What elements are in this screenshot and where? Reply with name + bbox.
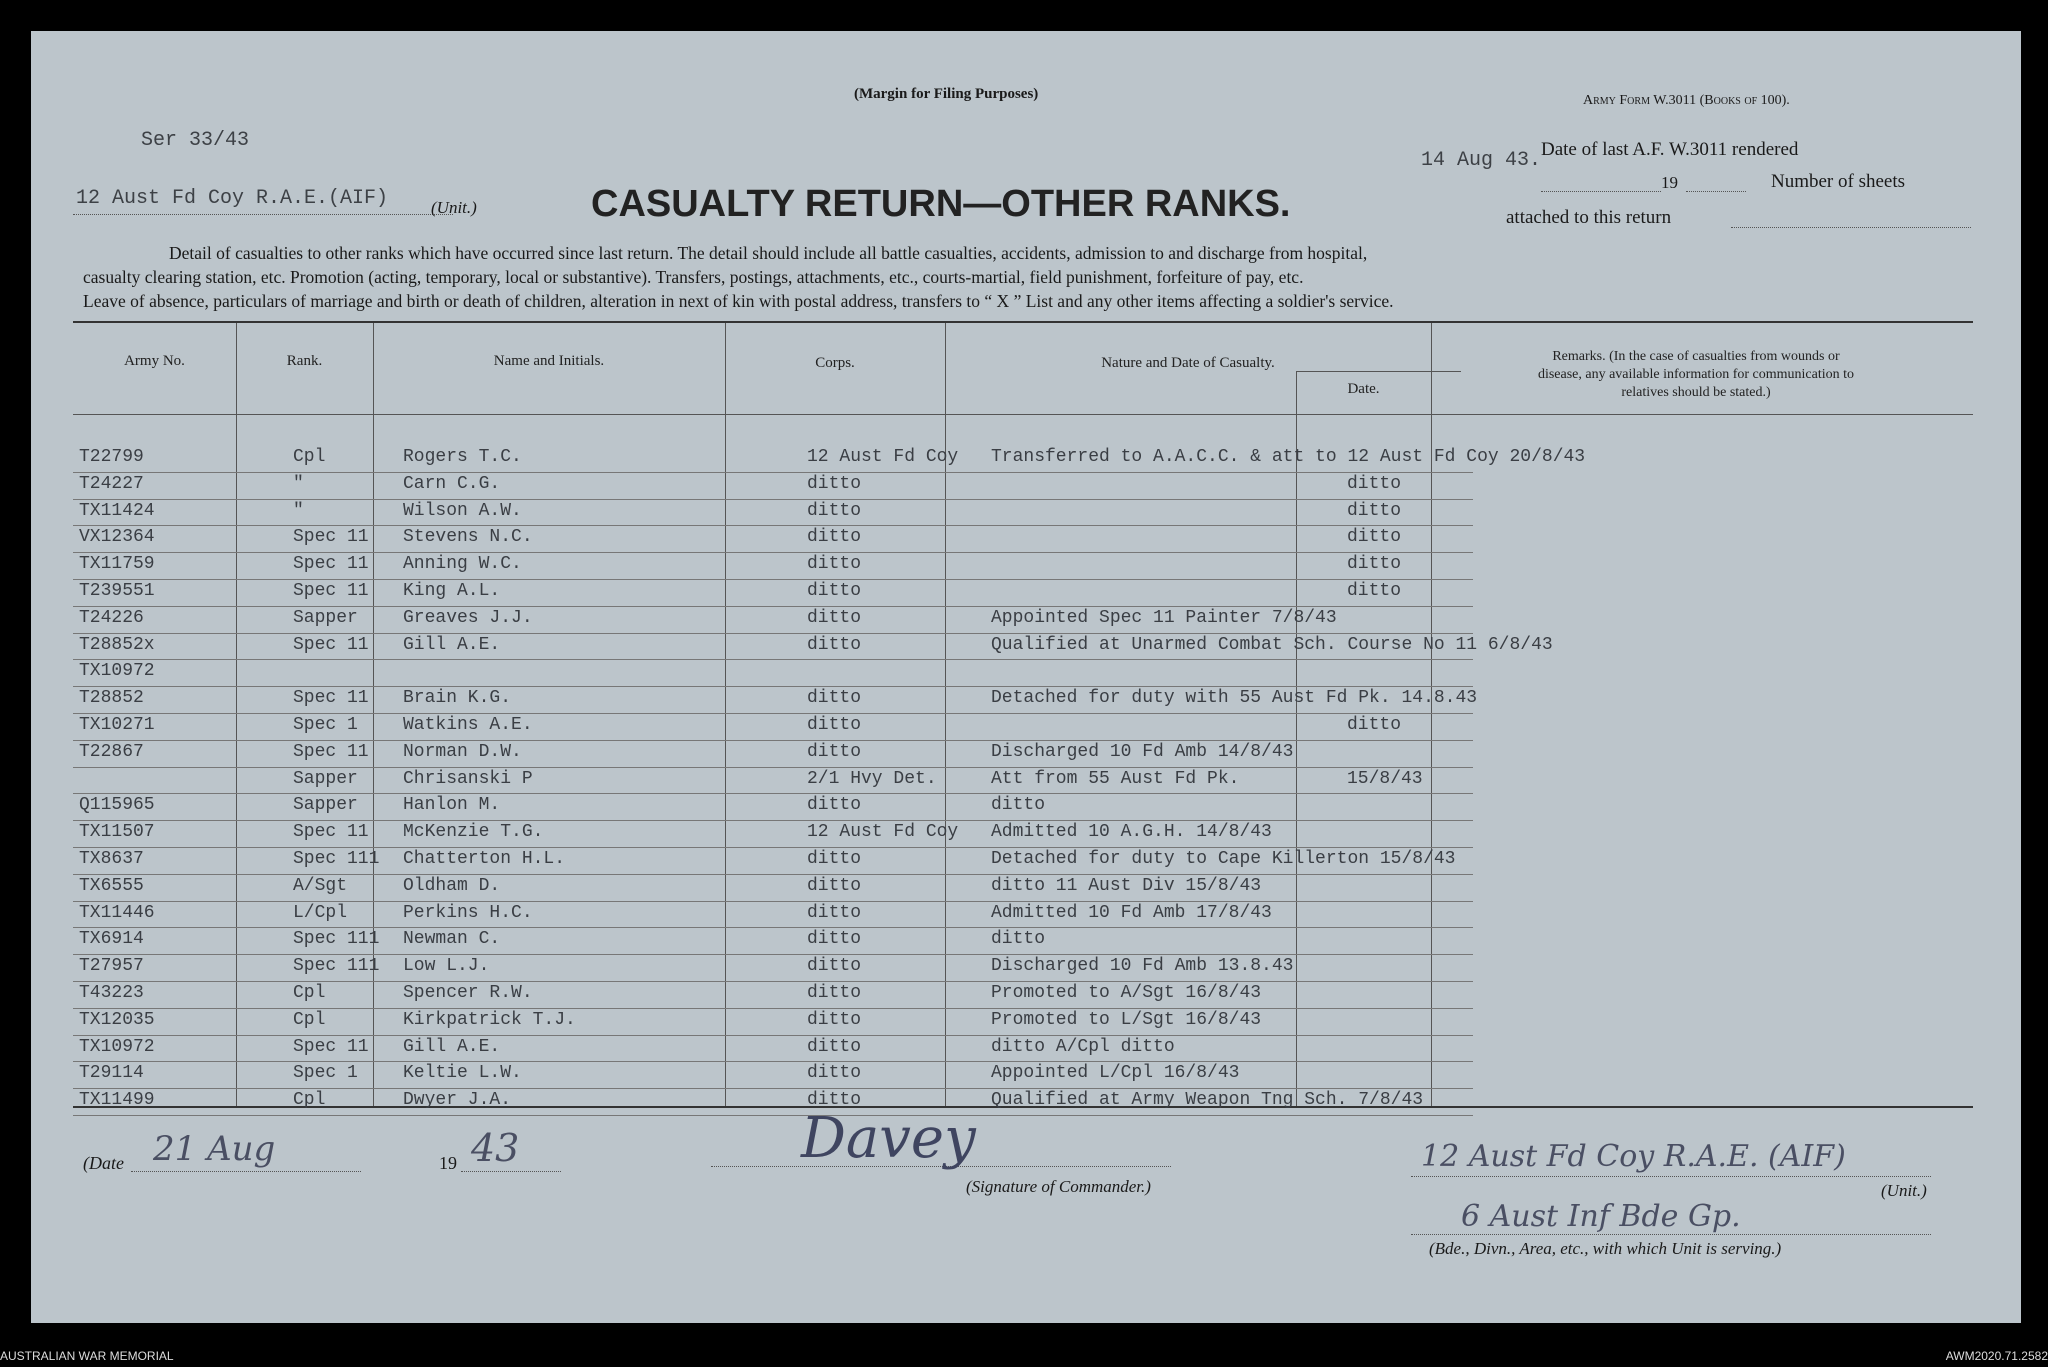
- cell-name: Watkins A.E.: [403, 715, 533, 735]
- cell-army-no: T22799: [79, 447, 144, 467]
- cell-corps: ditto: [807, 1090, 862, 1111]
- cell-rank: Spec 111: [293, 849, 380, 869]
- footer-year-value: 43: [471, 1126, 520, 1170]
- commander-signature: Davey: [801, 1106, 976, 1171]
- cell-corps: ditto: [807, 929, 862, 950]
- cell-army-no: TX8637: [79, 849, 144, 869]
- cell-army-no: TX11759: [79, 554, 155, 575]
- footer-unit-label: (Unit.): [1881, 1181, 1927, 1200]
- cell-army-no: TX11424: [79, 500, 155, 521]
- detail-instructions-line2: casualty clearing station, etc. Promotion (acting, temporary, local or substantive). Transfers, postings, attachments, etc., courts-martial, field punishment, forfeiture of pay, etc.: [83, 267, 1304, 287]
- detail-instructions-line3: Leave of absence, particulars of marriage and birth or death of children, alteration in next of kin with postal address, transfers to “ X ” List and any other items affecting a soldier's service.: [83, 291, 1394, 311]
- cell-rank: ": [293, 473, 304, 494]
- footer-unit-value: 12 Aust Fd Coy R.A.E. (AIF): [1421, 1139, 1846, 1174]
- cell-nature: Admitted 10 A.G.H. 14/8/43: [991, 822, 1272, 843]
- cell-corps: 2/1 Hvy Det.: [807, 768, 937, 789]
- header-name: Name and Initials.: [493, 353, 605, 369]
- cell-nature: Admitted 10 Fd Amb 17/8/43: [991, 902, 1272, 923]
- number-of-sheets-label: Number of sheets: [1771, 171, 1906, 192]
- cell-corps: ditto: [807, 688, 862, 709]
- cell-nature: Discharged 10 Fd Amb 13.8.43: [991, 956, 1294, 977]
- header-army-no: Army No.: [124, 353, 185, 369]
- cell-name: Gill A.E.: [403, 1036, 501, 1057]
- header-rank: Rank.: [286, 353, 323, 369]
- footer-date-label: (Date: [83, 1153, 124, 1173]
- cell-date: 15/8/43: [1347, 768, 1423, 789]
- cell-name: Stevens N.C.: [403, 527, 533, 548]
- cell-nature: Qualified at Army Weapon Tng Sch. 7/8/43: [991, 1090, 1424, 1111]
- cell-army-no: T24226: [79, 607, 144, 628]
- cell-army-no: T28852x: [79, 634, 155, 655]
- cell-corps: ditto: [807, 1036, 862, 1057]
- cell-corps: ditto: [807, 1063, 862, 1084]
- cell-name: Dwyer J.A.: [403, 1090, 512, 1111]
- cell-rank: Cpl: [293, 983, 326, 1003]
- cell-rank: A/Sgt: [293, 875, 348, 896]
- cell-name: Hanlon M.: [403, 795, 501, 816]
- cell-nature: Promoted to L/Sgt 16/8/43: [991, 1009, 1262, 1030]
- header-remarks: Remarks. (In the case of casualties from wounds or disease, any available information for communication to relatives should be stated.): [1537, 349, 1855, 400]
- cell-army-no: TX11507: [79, 822, 155, 843]
- cell-army-no: TX11446: [79, 902, 155, 923]
- cell-corps: ditto: [807, 607, 862, 628]
- cell-date: ditto: [1347, 527, 1402, 548]
- unit-label: (Unit.): [431, 198, 477, 217]
- cell-date: ditto: [1347, 500, 1402, 521]
- attached-label: attached to this return: [1506, 207, 1672, 228]
- cell-corps: ditto: [807, 956, 862, 977]
- form-title: CASUALTY RETURN—OTHER RANKS.: [591, 183, 1291, 225]
- cell-army-no: TX12035: [79, 1009, 155, 1030]
- cell-army-no: T24227: [79, 473, 144, 494]
- cell-rank: Spec 11: [293, 741, 369, 762]
- cell-name: Low L.J.: [403, 956, 490, 977]
- cell-army-no: T28852: [79, 688, 144, 709]
- cell-rank: Sapper: [293, 607, 358, 628]
- cell-nature: Appointed L/Cpl 16/8/43: [991, 1063, 1240, 1084]
- cell-name: King A.L.: [403, 581, 501, 601]
- cell-rank: Spec 11: [293, 822, 369, 843]
- cell-rank: Spec 111: [293, 929, 380, 950]
- cell-name: Wilson A.W.: [403, 500, 522, 521]
- cell-corps: ditto: [807, 875, 862, 896]
- cell-nature: Detached for duty to Cape Killerton 15/8/43: [991, 849, 1456, 869]
- cell-corps: ditto: [807, 634, 862, 655]
- cell-name: Gill A.E.: [403, 634, 501, 655]
- cell-army-no: VX12364: [79, 527, 155, 548]
- cell-nature: Qualified at Unarmed Combat Sch. Course No 11 6/8/43: [991, 634, 1553, 655]
- caption-right: AWM2020.71.2582: [1945, 1349, 2048, 1363]
- cell-rank: Spec 11: [293, 554, 369, 575]
- cell-army-no: T239551: [79, 581, 155, 601]
- cell-name: Perkins H.C.: [403, 902, 533, 923]
- cell-corps: ditto: [807, 554, 862, 575]
- footer-bde-value: 6 Aust Inf Bde Gp.: [1461, 1199, 1741, 1234]
- cell-nature: Appointed Spec 11 Painter 7/8/43: [991, 607, 1337, 628]
- detail-instructions-line1: Detail of casualties to other ranks which have occurred since last return. The detail should include all battle casualties, accidents, admission to and discharge from hospital,: [169, 243, 1368, 263]
- cell-rank: Spec 1: [293, 715, 358, 735]
- header-nature: Nature and Date of Casualty.: [1101, 355, 1275, 371]
- cell-corps: ditto: [807, 715, 862, 735]
- cell-name: Newman C.: [403, 929, 501, 950]
- caption-left: AUSTRALIAN WAR MEMORIAL: [0, 1349, 174, 1363]
- cell-nature: Discharged 10 Fd Amb 14/8/43: [991, 741, 1294, 762]
- cell-date: ditto: [1347, 715, 1402, 735]
- cell-corps: ditto: [807, 527, 862, 548]
- cell-rank: Spec 1: [293, 1063, 358, 1084]
- cell-corps: 12 Aust Fd Coy: [807, 447, 959, 467]
- cell-army-no: TX11499: [79, 1090, 155, 1111]
- cell-rank: Spec 11: [293, 1036, 369, 1057]
- cell-name: Chrisanski P: [403, 768, 533, 789]
- cell-nature: Promoted to A/Sgt 16/8/43: [991, 983, 1262, 1003]
- cell-corps: ditto: [807, 500, 862, 521]
- cell-rank: Cpl: [293, 1090, 326, 1111]
- cell-corps: ditto: [807, 983, 862, 1003]
- serial-number: Ser 33/43: [141, 129, 250, 152]
- cell-rank: Spec 11: [293, 688, 369, 709]
- cell-rank: Spec 11: [293, 527, 369, 548]
- unit-value: 12 Aust Fd Coy R.A.E.(AIF): [76, 187, 389, 210]
- cell-corps: 12 Aust Fd Coy: [807, 822, 959, 843]
- cell-army-no: TX6555: [79, 875, 144, 896]
- cell-rank: Spec 11: [293, 581, 369, 601]
- cell-corps: ditto: [807, 849, 862, 869]
- cell-name: McKenzie T.G.: [403, 822, 544, 843]
- footer-year-prefix: 19: [439, 1153, 457, 1173]
- cell-rank: Cpl: [293, 447, 326, 467]
- cell-army-no: TX10972: [79, 1036, 155, 1057]
- cell-nature: ditto: [991, 929, 1046, 950]
- cell-name: Carn C.G.: [403, 473, 501, 494]
- cell-date: ditto: [1347, 581, 1402, 601]
- cell-corps: ditto: [807, 795, 862, 816]
- cell-date: ditto: [1347, 473, 1402, 494]
- header-date: Date.: [1347, 381, 1380, 397]
- cell-name: Anning W.C.: [403, 554, 522, 575]
- cell-name: Oldham D.: [403, 875, 501, 896]
- cell-rank: Spec 111: [293, 956, 380, 977]
- cell-army-no: Q115965: [79, 795, 155, 816]
- cell-name: Norman D.W.: [403, 741, 522, 762]
- cell-nature: Att from 55 Aust Fd Pk.: [991, 768, 1240, 789]
- cell-rank: Sapper: [293, 768, 358, 789]
- year-prefix: 19: [1661, 173, 1678, 192]
- margin-note: (Margin for Filing Purposes): [854, 86, 1039, 102]
- cell-rank: Sapper: [293, 795, 358, 816]
- cell-army-no: TX6914: [79, 929, 144, 950]
- cell-corps: ditto: [807, 902, 862, 923]
- cell-army-no: T22867: [79, 741, 144, 762]
- cell-nature: ditto A/Cpl ditto: [991, 1036, 1175, 1057]
- cell-name: Brain K.G.: [403, 688, 512, 709]
- cell-rank: L/Cpl: [293, 902, 348, 923]
- cell-nature: Detached for duty with 55 Aust Fd Pk. 14.8.43: [991, 688, 1478, 709]
- footer-date-value: 21 Aug: [153, 1129, 276, 1169]
- cell-corps: ditto: [807, 581, 862, 601]
- cell-date: ditto: [1347, 554, 1402, 575]
- cell-name: Chatterton H.L.: [403, 849, 566, 869]
- cell-rank: Spec 11: [293, 634, 369, 655]
- footer-bde-label: (Bde., Divn., Area, etc., with which Unit is serving.): [1429, 1239, 1782, 1258]
- cell-name: Spencer R.W.: [403, 983, 533, 1003]
- cell-nature: ditto: [991, 795, 1046, 816]
- cell-corps: ditto: [807, 1009, 862, 1030]
- cell-rank: Cpl: [293, 1009, 326, 1030]
- cell-corps: ditto: [807, 473, 862, 494]
- army-form-number: Army Form W.3011 (Books of 100).: [1583, 93, 1790, 108]
- cell-name: Keltie L.W.: [403, 1063, 522, 1084]
- cell-rank: ": [293, 500, 304, 521]
- cell-army-no: T27957: [79, 956, 144, 977]
- cell-name: Rogers T.C.: [403, 447, 522, 467]
- archive-caption: [0, 1327, 2048, 1367]
- form-sheet: [31, 31, 2021, 1323]
- cell-army-no: TX10271: [79, 715, 155, 735]
- cell-name: Kirkpatrick T.J.: [403, 1009, 576, 1030]
- date-last-rendered-value: 14 Aug 43.: [1421, 149, 1542, 172]
- header-corps: Corps.: [815, 355, 855, 371]
- cell-army-no: T43223: [79, 983, 144, 1003]
- signature-label: (Signature of Commander.): [966, 1177, 1151, 1196]
- cell-name: Greaves J.J.: [403, 607, 533, 628]
- date-last-rendered-label: Date of last A.F. W.3011 rendered: [1541, 139, 1799, 160]
- cell-corps: ditto: [807, 741, 862, 762]
- cell-nature: Transferred to A.A.C.C. & att to 12 Aust Fd Coy 20/8/43: [991, 447, 1586, 467]
- cell-army-no: T29114: [79, 1063, 144, 1084]
- cell-nature: ditto 11 Aust Div 15/8/43: [991, 875, 1262, 896]
- cell-army-no: TX10972: [79, 661, 155, 682]
